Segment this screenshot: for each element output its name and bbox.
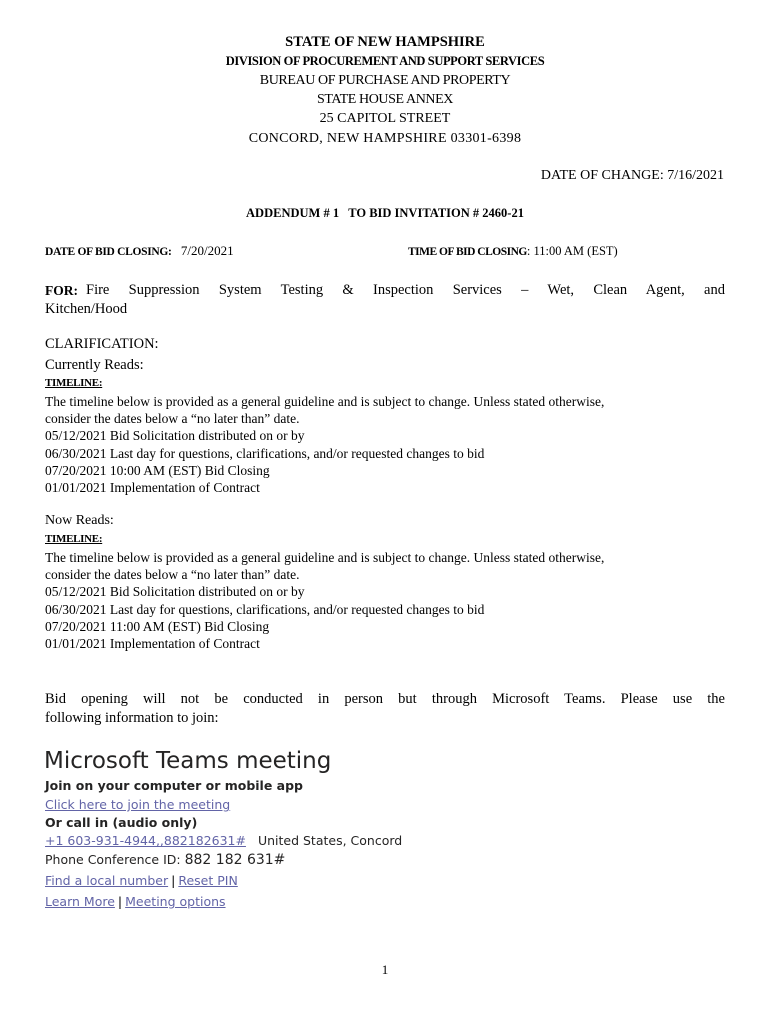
- new-item-2: 06/30/2021 Last day for questions, clarifications, and/or requested changes to bid: [45, 602, 485, 617]
- timeline-label-current: TIMELINE:: [45, 377, 103, 389]
- bid-opening-line-2: following information to join:: [45, 710, 219, 726]
- find-local-number-link[interactable]: Find a local number: [45, 873, 169, 888]
- annex-line: STATE HOUSE ANNEX: [317, 92, 453, 107]
- for-text: Fire Suppression System Testing & Inspection Services – Wet, Clean Agent, and: [86, 282, 725, 298]
- state-title: STATE OF NEW HAMPSHIRE: [285, 34, 485, 50]
- city-line: CONCORD, NEW HAMPSHIRE 03301-6398: [248, 131, 522, 146]
- learn-more-link[interactable]: Learn More: [45, 894, 115, 909]
- current-item-2: 06/30/2021 Last day for questions, clarifications, and/or requested changes to bid: [45, 446, 485, 461]
- current-intro-2: consider the dates below a “no later than” date.: [45, 411, 300, 426]
- phone-number-link[interactable]: +1 603-931-4944,,882182631#: [45, 833, 246, 848]
- conference-id-value: 882 182 631#: [184, 852, 286, 868]
- page-number: 1: [381, 962, 389, 977]
- current-item-4: 01/01/2021 Implementation of Contract: [45, 480, 260, 495]
- join-meeting-link[interactable]: Click here to join the meeting: [45, 797, 231, 812]
- bid-opening-line-1: Bid opening will not be conducted in person but through Microsoft Teams. Please use the: [45, 691, 725, 707]
- bureau-title: BUREAU OF PURCHASE AND PROPERTY: [259, 73, 511, 88]
- local-number-line: [45, 873, 238, 888]
- date-of-change: DATE OF CHANGE: 7/16/2021: [540, 168, 724, 183]
- addendum-title: ADDENDUM # 1 TO BID INVITATION # 2460-21: [246, 206, 524, 220]
- bid-closing-date: [45, 243, 234, 259]
- current-item-3: 07/20/2021 10:00 AM (EST) Bid Closing: [45, 463, 270, 478]
- learn-more-line: [45, 894, 226, 909]
- new-item-3: 07/20/2021 11:00 AM (EST) Bid Closing: [45, 619, 270, 634]
- clarification-heading: CLARIFICATION:: [45, 336, 159, 352]
- division-title: DIVISION OF PROCUREMENT AND SUPPORT SERVICES: [225, 54, 545, 68]
- for-line-1: [45, 281, 725, 300]
- timeline-label-new: TIMELINE:: [45, 533, 103, 545]
- separator: |: [171, 873, 176, 888]
- join-label: Join on your computer or mobile app: [45, 778, 303, 793]
- bid-closing-time: [408, 243, 618, 259]
- meeting-options-link[interactable]: Meeting options: [125, 894, 226, 909]
- separator: |: [117, 894, 123, 909]
- new-intro-1: The timeline below is provided as a general guideline and is subject to change. Unless stated otherwise,: [45, 550, 605, 565]
- for-label: FOR:: [45, 283, 78, 298]
- bid-closing-date-label: DATE OF BID CLOSING:: [45, 246, 172, 258]
- current-item-1: 05/12/2021 Bid Solicitation distributed on or by: [45, 428, 305, 443]
- current-intro-1: The timeline below is provided as a general guideline and is subject to change. Unless stated otherwise,: [45, 394, 605, 409]
- currently-reads-label: Currently Reads:: [45, 357, 144, 373]
- bid-closing-time-value: : 11:00 AM (EST): [526, 244, 618, 258]
- conference-id-label: Phone Conference ID:: [45, 852, 181, 867]
- new-intro-2: consider the dates below a “no later than” date.: [45, 567, 300, 582]
- bid-opening-paragraph: [45, 690, 725, 728]
- teams-meeting-title: Microsoft Teams meeting: [44, 748, 332, 774]
- new-item-4: 01/01/2021 Implementation of Contract: [45, 636, 260, 651]
- bid-closing-time-label: TIME OF BID CLOSING: [408, 246, 527, 258]
- new-item-1: 05/12/2021 Bid Solicitation distributed on or by: [45, 584, 305, 599]
- conference-id-line: [45, 852, 285, 868]
- for-section: [45, 281, 725, 319]
- for-line-2: Kitchen/Hood: [45, 301, 128, 317]
- call-in-label: Or call in (audio only): [45, 815, 198, 830]
- reset-pin-link[interactable]: Reset PIN: [178, 873, 238, 888]
- street-line: 25 CAPITOL STREET: [319, 111, 451, 126]
- phone-line: [45, 833, 402, 848]
- now-reads-label: Now Reads:: [45, 513, 114, 528]
- bid-closing-date-value: 7/20/2021: [180, 243, 234, 258]
- phone-location: United States, Concord: [257, 833, 403, 848]
